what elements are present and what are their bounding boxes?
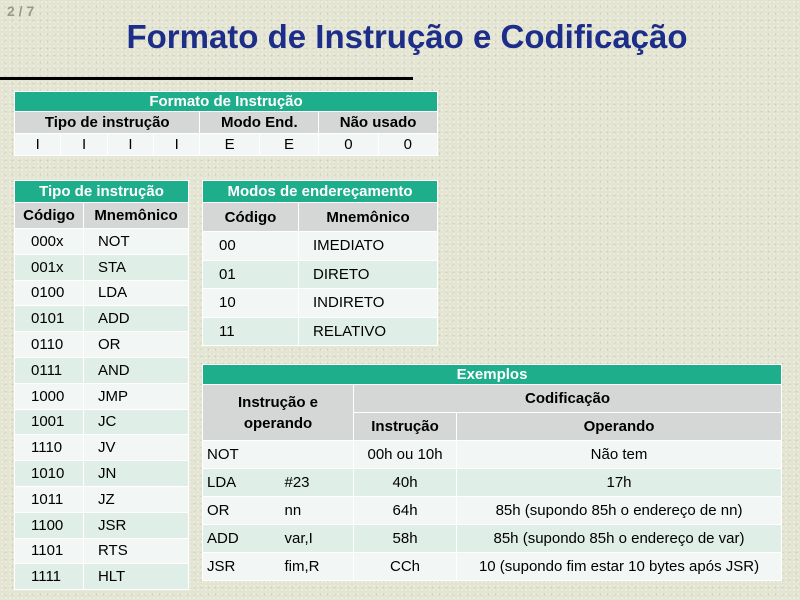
exemplo-cod-operando: 10 (supondo fim estar 10 bytes após JSR) bbox=[457, 553, 782, 581]
exemplos-col-instrucao-operando-line2: operando bbox=[243, 414, 313, 432]
exemplo-cod-operando: 17h bbox=[457, 469, 782, 497]
tipo-codigo: 0110 bbox=[15, 332, 84, 358]
exemplo-operando: fim,R bbox=[281, 553, 354, 581]
tipo-codigo: 1110 bbox=[15, 435, 84, 461]
table-row bbox=[203, 441, 782, 469]
tipo-codigo: 1000 bbox=[15, 383, 84, 409]
tipo-codigo: 1001 bbox=[15, 409, 84, 435]
table-row bbox=[203, 232, 438, 261]
tipo-mnemonico: OR bbox=[83, 332, 188, 358]
table-row bbox=[15, 357, 189, 383]
table-row bbox=[203, 553, 782, 581]
table-row bbox=[203, 469, 782, 497]
modos-codigo: 01 bbox=[203, 260, 299, 289]
formato-bit: 0 bbox=[319, 134, 378, 156]
tipo-mnemonico: LDA bbox=[83, 280, 188, 306]
table-row bbox=[203, 525, 782, 553]
formato-bit: I bbox=[15, 134, 61, 156]
modos-header: Modos de endereçamento bbox=[203, 181, 438, 203]
table-row bbox=[15, 538, 189, 564]
formato-group-tipo: Tipo de instrução bbox=[15, 112, 200, 134]
exemplo-cod-instrucao: 64h bbox=[354, 497, 457, 525]
modos-mnemonico: RELATIVO bbox=[299, 317, 438, 346]
formato-header: Formato de Instrução bbox=[15, 92, 438, 112]
table-row bbox=[15, 486, 189, 512]
modos-mnemonico: INDIRETO bbox=[299, 289, 438, 318]
modos-codigo: 11 bbox=[203, 317, 299, 346]
title-underline bbox=[0, 77, 413, 80]
table-row bbox=[203, 497, 782, 525]
exemplo-operando bbox=[281, 441, 354, 469]
exemplo-cod-instrucao: 40h bbox=[354, 469, 457, 497]
exemplo-cod-operando: Não tem bbox=[457, 441, 782, 469]
exemplos-col-instrucao-operando-line1: Instrução e bbox=[238, 393, 319, 411]
slide-number: 2 / 7 bbox=[7, 3, 35, 19]
tipo-mnemonico: AND bbox=[83, 357, 188, 383]
tipo-mnemonico: HLT bbox=[83, 564, 188, 590]
table-row bbox=[15, 229, 189, 255]
exemplo-instrucao: JSR bbox=[203, 553, 281, 581]
exemplos-table bbox=[202, 364, 782, 581]
exemplos-col-instrucao: Instrução bbox=[354, 413, 457, 441]
modos-codigo: 10 bbox=[203, 289, 299, 318]
table-row bbox=[15, 280, 189, 306]
table-row bbox=[15, 383, 189, 409]
table-row bbox=[15, 512, 189, 538]
exemplos-col-operando: Operando bbox=[457, 413, 782, 441]
table-row bbox=[203, 289, 438, 318]
formato-group-modo: Modo End. bbox=[200, 112, 319, 134]
exemplos-header: Exemplos bbox=[203, 365, 782, 385]
tipo-codigo: 1101 bbox=[15, 538, 84, 564]
exemplo-instrucao: NOT bbox=[203, 441, 281, 469]
tipo-codigo: 1100 bbox=[15, 512, 84, 538]
table-row bbox=[15, 254, 189, 280]
tipo-mnemonico: JSR bbox=[83, 512, 188, 538]
table-row bbox=[15, 409, 189, 435]
exemplo-instrucao: LDA bbox=[203, 469, 281, 497]
exemplo-cod-operando: 85h (supondo 85h o endereço de nn) bbox=[457, 497, 782, 525]
formato-instrucao-table bbox=[14, 91, 438, 156]
exemplo-operando: #23 bbox=[281, 469, 354, 497]
tipo-codigo: 1010 bbox=[15, 461, 84, 487]
tipo-codigo: 1111 bbox=[15, 564, 84, 590]
tipo-mnemonico: JN bbox=[83, 461, 188, 487]
exemplo-instrucao: OR bbox=[203, 497, 281, 525]
exemplo-operando: var,I bbox=[281, 525, 354, 553]
tipo-col-codigo: Código bbox=[15, 203, 84, 229]
tipo-mnemonico: RTS bbox=[83, 538, 188, 564]
exemplo-cod-instrucao: CCh bbox=[354, 553, 457, 581]
tipo-mnemonico: NOT bbox=[83, 229, 188, 255]
modos-col-mnemonico: Mnemônico bbox=[299, 203, 438, 232]
exemplos-col-codificacao: Codificação bbox=[354, 385, 782, 413]
tipo-mnemonico: JV bbox=[83, 435, 188, 461]
table-row bbox=[15, 332, 189, 358]
table-row bbox=[15, 435, 189, 461]
table-row bbox=[203, 260, 438, 289]
tipo-mnemonico: JMP bbox=[83, 383, 188, 409]
tipo-codigo: 0111 bbox=[15, 357, 84, 383]
tipo-codigo: 0100 bbox=[15, 280, 84, 306]
tipo-col-mnemonico: Mnemônico bbox=[83, 203, 188, 229]
exemplo-cod-instrucao: 58h bbox=[354, 525, 457, 553]
formato-bit: I bbox=[107, 134, 153, 156]
modos-mnemonico: IMEDIATO bbox=[299, 232, 438, 261]
modos-col-codigo: Código bbox=[203, 203, 299, 232]
tipo-mnemonico: JZ bbox=[83, 486, 188, 512]
exemplos-col-instrucao-operando bbox=[203, 385, 354, 441]
formato-group-nao-usado: Não usado bbox=[319, 112, 438, 134]
table-row bbox=[15, 461, 189, 487]
tipo-mnemonico: JC bbox=[83, 409, 188, 435]
tipo-codigo: 1011 bbox=[15, 486, 84, 512]
formato-bit: E bbox=[200, 134, 259, 156]
page-title: Formato de Instrução e Codificação bbox=[126, 18, 688, 55]
formato-bit: I bbox=[154, 134, 200, 156]
exemplo-cod-instrucao: 00h ou 10h bbox=[354, 441, 457, 469]
modos-mnemonico: DIRETO bbox=[299, 260, 438, 289]
tipo-mnemonico: STA bbox=[83, 254, 188, 280]
tipo-mnemonico: ADD bbox=[83, 306, 188, 332]
tipo-header: Tipo de instrução bbox=[15, 181, 189, 203]
exemplo-cod-operando: 85h (supondo 85h o endereço de var) bbox=[457, 525, 782, 553]
exemplo-operando: nn bbox=[281, 497, 354, 525]
table-row bbox=[15, 564, 189, 590]
tipo-codigo: 000x bbox=[15, 229, 84, 255]
modos-codigo: 00 bbox=[203, 232, 299, 261]
modos-enderecamento-table bbox=[202, 180, 438, 346]
formato-bit: E bbox=[259, 134, 318, 156]
tipo-instrucao-table bbox=[14, 180, 189, 590]
formato-bit: I bbox=[61, 134, 107, 156]
table-row bbox=[15, 306, 189, 332]
tipo-codigo: 0101 bbox=[15, 306, 84, 332]
exemplo-instrucao: ADD bbox=[203, 525, 281, 553]
formato-bit: 0 bbox=[378, 134, 437, 156]
tipo-codigo: 001x bbox=[15, 254, 84, 280]
table-row bbox=[203, 317, 438, 346]
